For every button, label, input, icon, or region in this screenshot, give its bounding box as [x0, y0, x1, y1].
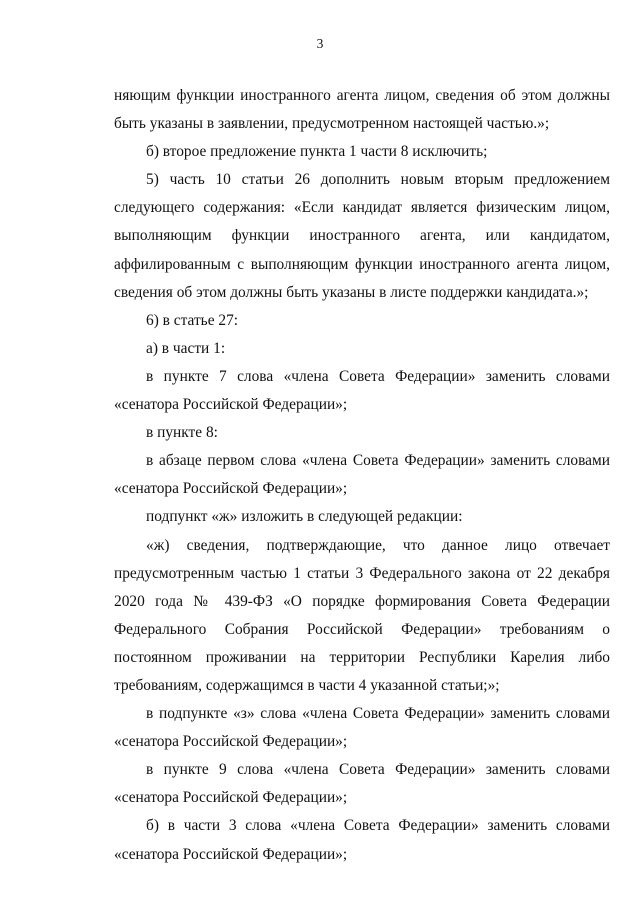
- paragraph: подпункт «ж» изложить в следующей редакции:: [146, 508, 463, 526]
- paragraph: б) в части 3 слова «члена Совета Федерации» заменить словами «сенатора Российской Федерации»;: [114, 817, 610, 863]
- paragraph: в пункте 8:: [146, 424, 218, 442]
- paragraph: «ж) сведения, подтверждающие, что данное лицо отвечает предусмотренным частью 1 статьи 3 Федерального закона от 22 декабря 2020 года № 439-ФЗ «О порядке формирования Совета Федерации Федерального Собрания Российской Федерации» требованиям о постоянном проживании на территории Республики Карелия либо требованиям, содержащимся в части 4 указанной статьи;»;: [114, 536, 610, 694]
- paragraph: а) в части 1:: [146, 339, 226, 357]
- paragraph: в абзаце первом слова «члена Совета Федерации» заменить словами «сенатора Российской Федерации»;: [114, 452, 610, 498]
- paragraph: 5) часть 10 статьи 26 дополнить новым вторым предложением следующего содержания: «Если кандидат является физическим лицом, выполняющим функции иностранного агента, или кандидатом, аффилированным с выполняющим функции иностранного агента лицом, сведения об этом должны быть указаны в листе поддержки кандидата.»;: [114, 171, 610, 301]
- paragraph: в подпункте «з» слова «члена Совета Федерации» заменить словами «сенатора Российской Федерации»;: [114, 705, 610, 751]
- page-number: 3: [316, 36, 324, 51]
- paragraph: няющим функции иностранного агента лицом, сведения об этом должны быть указаны в заявлении, предусмотренном настоящей частью.»;: [114, 87, 610, 133]
- paragraph: в пункте 9 слова «члена Совета Федерации» заменить словами «сенатора Российской Федерации»;: [114, 761, 610, 807]
- paragraph: в пункте 7 слова «члена Совета Федерации» заменить словами «сенатора Российской Федерации»;: [114, 367, 610, 414]
- document-body: [114, 82, 610, 869]
- paragraph: 6) в статье 27:: [146, 311, 239, 329]
- paragraph: б) второе предложение пункта 1 части 8 исключить;: [146, 143, 488, 161]
